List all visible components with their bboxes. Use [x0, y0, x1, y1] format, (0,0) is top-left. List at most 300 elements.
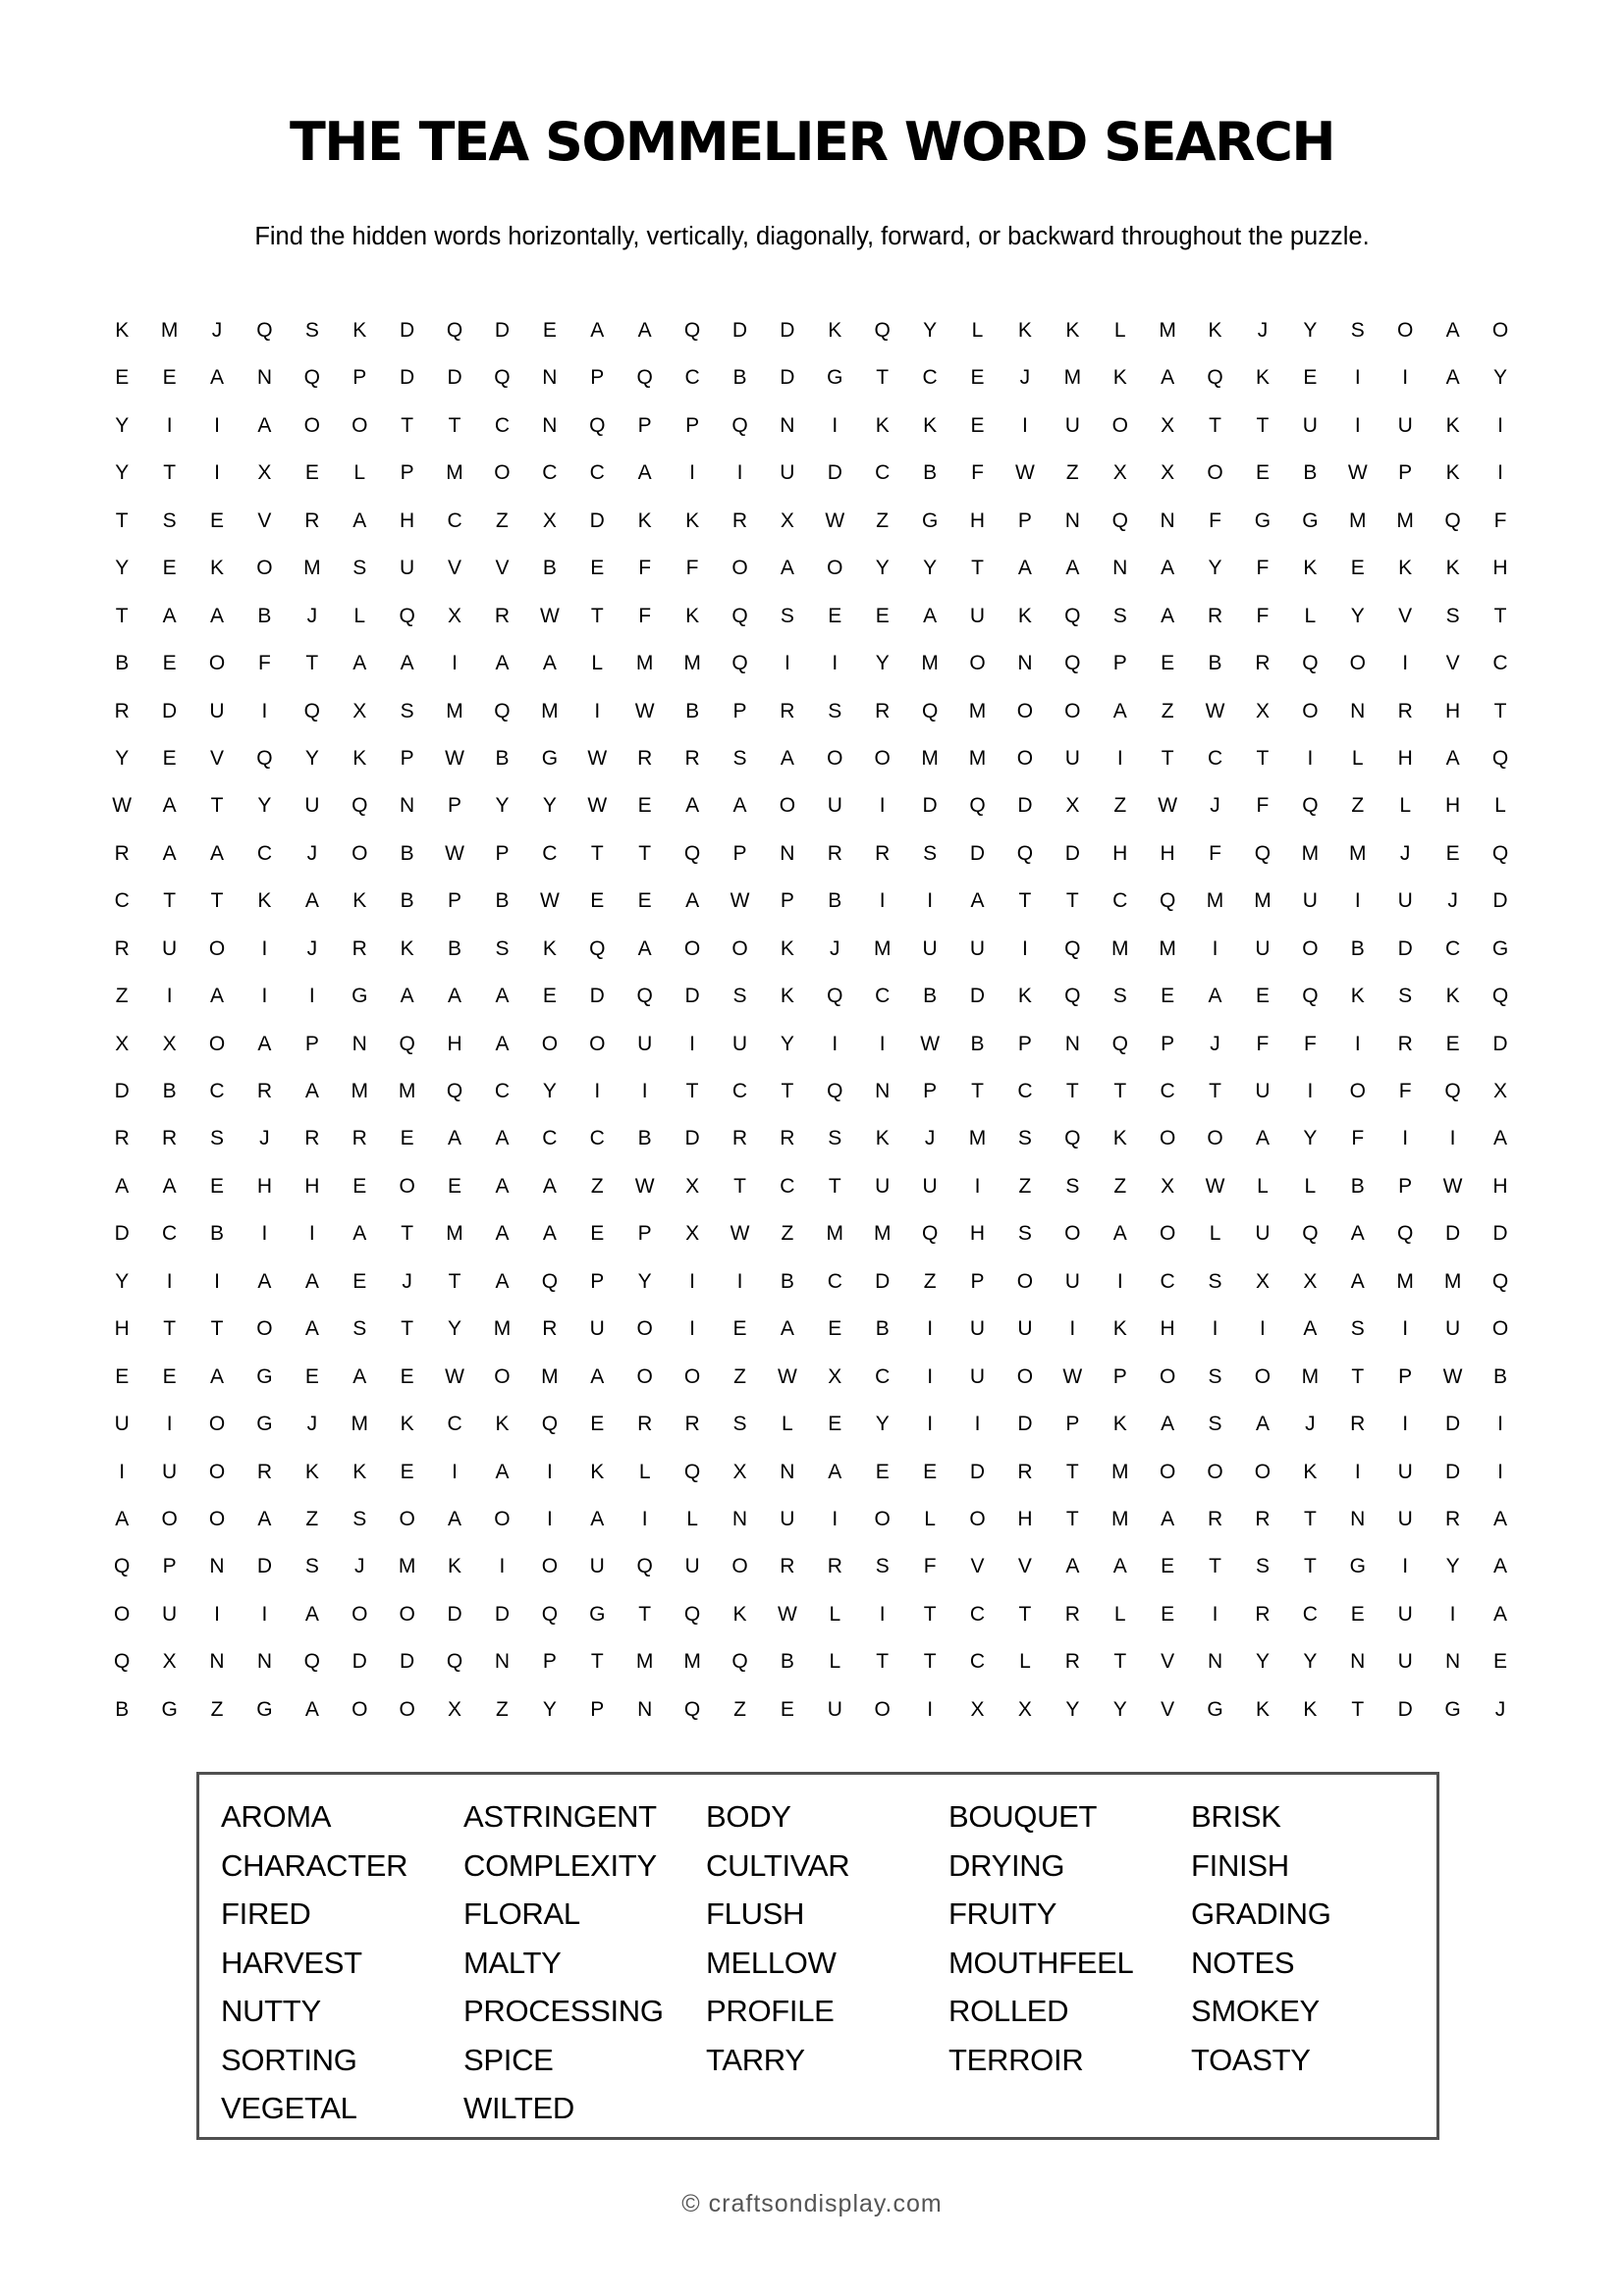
- grid-letter[interactable]: M: [873, 1222, 892, 1246]
- grid-letter[interactable]: E: [732, 1317, 747, 1341]
- grid-letter[interactable]: O: [352, 413, 368, 437]
- grid-letter[interactable]: I: [594, 699, 601, 722]
- grid-letter[interactable]: U: [400, 557, 415, 580]
- grid-letter[interactable]: W: [539, 889, 560, 913]
- grid-letter[interactable]: R: [494, 604, 511, 627]
- grid-letter[interactable]: K: [210, 557, 225, 580]
- grid-letter[interactable]: T: [1209, 413, 1221, 437]
- grid-letter[interactable]: Q: [1064, 652, 1081, 675]
- grid-letter[interactable]: M: [635, 1650, 654, 1674]
- grid-letter[interactable]: B: [923, 461, 938, 485]
- grid-letter[interactable]: G: [827, 366, 843, 390]
- grid-letter[interactable]: I: [1497, 1413, 1503, 1436]
- grid-letter[interactable]: J: [353, 1555, 365, 1578]
- grid-letter[interactable]: A: [923, 604, 938, 627]
- grid-letter[interactable]: R: [875, 699, 891, 722]
- grid-letter[interactable]: T: [1256, 413, 1270, 437]
- grid-letter[interactable]: B: [400, 889, 414, 913]
- grid-letter[interactable]: O: [1491, 319, 1509, 342]
- grid-letter[interactable]: S: [1398, 985, 1413, 1008]
- grid-letter[interactable]: B: [495, 746, 510, 770]
- grid-letter[interactable]: M: [1110, 1507, 1129, 1530]
- grid-letter[interactable]: R: [684, 746, 700, 770]
- grid-letter[interactable]: N: [875, 1080, 891, 1102]
- grid-letter[interactable]: K: [1255, 1697, 1270, 1721]
- grid-letter[interactable]: P: [1112, 1364, 1127, 1388]
- grid-letter[interactable]: K: [400, 936, 414, 960]
- grid-letter[interactable]: Y: [495, 794, 510, 818]
- grid-letter[interactable]: Z: [781, 1222, 794, 1246]
- grid-letter[interactable]: T: [163, 889, 177, 913]
- grid-letter[interactable]: N: [1064, 1032, 1080, 1055]
- grid-letter[interactable]: B: [162, 1080, 177, 1102]
- grid-letter[interactable]: U: [1302, 413, 1318, 437]
- grid-letter[interactable]: A: [590, 319, 605, 342]
- grid-letter[interactable]: G: [256, 1413, 273, 1436]
- grid-letter[interactable]: B: [732, 366, 747, 390]
- grid-letter[interactable]: A: [162, 841, 177, 865]
- grid-letter[interactable]: M: [541, 1364, 559, 1388]
- grid-letter[interactable]: F: [1209, 508, 1221, 532]
- grid-letter[interactable]: Z: [733, 1364, 746, 1388]
- grid-letter[interactable]: A: [637, 319, 652, 342]
- grid-letter[interactable]: D: [114, 1080, 130, 1102]
- grid-letter[interactable]: I: [927, 1413, 934, 1436]
- grid-letter[interactable]: B: [970, 1032, 985, 1055]
- grid-letter[interactable]: L: [1351, 746, 1364, 770]
- grid-letter[interactable]: P: [1398, 461, 1413, 485]
- grid-letter[interactable]: T: [1018, 1602, 1032, 1626]
- grid-letter[interactable]: S: [304, 319, 319, 342]
- grid-letter[interactable]: G: [352, 985, 368, 1008]
- grid-letter[interactable]: P: [448, 794, 462, 818]
- grid-letter[interactable]: B: [875, 1317, 890, 1341]
- grid-letter[interactable]: R: [256, 1460, 272, 1483]
- grid-letter[interactable]: B: [780, 1269, 794, 1293]
- grid-letter[interactable]: N: [542, 413, 558, 437]
- grid-letter[interactable]: T: [401, 413, 414, 437]
- grid-letter[interactable]: O: [541, 1555, 559, 1578]
- grid-letter[interactable]: O: [303, 413, 320, 437]
- grid-letter[interactable]: T: [1065, 1080, 1079, 1102]
- grid-letter[interactable]: S: [352, 1317, 367, 1341]
- grid-letter[interactable]: K: [352, 319, 367, 342]
- grid-letter[interactable]: B: [542, 557, 557, 580]
- grid-letter[interactable]: E: [1445, 841, 1460, 865]
- grid-letter[interactable]: V: [1445, 652, 1460, 675]
- grid-letter[interactable]: E: [923, 1460, 938, 1483]
- grid-letter[interactable]: S: [732, 746, 747, 770]
- grid-letter[interactable]: O: [969, 1507, 986, 1530]
- grid-letter[interactable]: W: [1062, 1364, 1083, 1388]
- grid-letter[interactable]: I: [1354, 889, 1361, 913]
- grid-letter[interactable]: J: [259, 1127, 270, 1150]
- grid-letter[interactable]: M: [683, 1650, 701, 1674]
- grid-letter[interactable]: S: [875, 1555, 890, 1578]
- grid-letter[interactable]: X: [685, 1174, 700, 1198]
- grid-letter[interactable]: A: [1492, 1127, 1507, 1150]
- grid-letter[interactable]: S: [1445, 604, 1460, 627]
- grid-letter[interactable]: B: [780, 1650, 794, 1674]
- grid-letter[interactable]: M: [446, 699, 463, 722]
- grid-letter[interactable]: B: [1208, 652, 1222, 675]
- grid-letter[interactable]: A: [495, 1269, 510, 1293]
- grid-letter[interactable]: B: [1350, 1174, 1365, 1198]
- grid-letter[interactable]: M: [398, 1080, 416, 1102]
- grid-letter[interactable]: Y: [1445, 1555, 1460, 1578]
- grid-letter[interactable]: I: [1116, 1269, 1123, 1293]
- grid-letter[interactable]: N: [1017, 652, 1033, 675]
- grid-letter[interactable]: Q: [827, 985, 843, 1008]
- grid-letter[interactable]: C: [1302, 1602, 1318, 1626]
- grid-letter[interactable]: D: [1444, 1460, 1461, 1483]
- grid-letter[interactable]: R: [1350, 1413, 1366, 1436]
- grid-letter[interactable]: D: [114, 1222, 130, 1246]
- grid-letter[interactable]: O: [494, 1507, 511, 1530]
- grid-letter[interactable]: A: [304, 1697, 319, 1721]
- grid-letter[interactable]: R: [1017, 1460, 1033, 1483]
- grid-letter[interactable]: A: [1303, 1317, 1318, 1341]
- grid-letter[interactable]: A: [732, 794, 747, 818]
- grid-letter[interactable]: O: [1159, 1364, 1176, 1388]
- grid-letter[interactable]: Q: [114, 1555, 131, 1578]
- grid-letter[interactable]: O: [827, 746, 843, 770]
- grid-letter[interactable]: Q: [399, 1032, 415, 1055]
- grid-letter[interactable]: T: [1065, 1507, 1079, 1530]
- grid-letter[interactable]: I: [1449, 1127, 1456, 1150]
- grid-letter[interactable]: P: [590, 1697, 605, 1721]
- grid-letter[interactable]: C: [875, 985, 891, 1008]
- grid-letter[interactable]: C: [875, 1364, 891, 1388]
- grid-letter[interactable]: I: [641, 1507, 648, 1530]
- grid-letter[interactable]: Q: [969, 794, 986, 818]
- grid-letter[interactable]: A: [1017, 557, 1032, 580]
- grid-letter[interactable]: T: [971, 1080, 984, 1102]
- grid-letter[interactable]: K: [495, 1413, 510, 1436]
- grid-letter[interactable]: Q: [683, 1602, 701, 1626]
- grid-letter[interactable]: M: [921, 652, 939, 675]
- grid-letter[interactable]: I: [214, 1602, 220, 1626]
- grid-letter[interactable]: A: [1492, 1507, 1507, 1530]
- grid-letter[interactable]: O: [161, 1507, 178, 1530]
- grid-letter[interactable]: M: [1349, 508, 1367, 532]
- grid-letter[interactable]: T: [448, 1269, 461, 1293]
- grid-letter[interactable]: I: [261, 1602, 268, 1626]
- grid-letter[interactable]: R: [780, 1555, 795, 1578]
- grid-letter[interactable]: T: [923, 1650, 937, 1674]
- grid-letter[interactable]: G: [1491, 936, 1509, 960]
- grid-letter[interactable]: A: [1112, 1555, 1127, 1578]
- grid-letter[interactable]: T: [1493, 699, 1507, 722]
- grid-letter[interactable]: U: [780, 461, 795, 485]
- grid-letter[interactable]: Q: [683, 1697, 701, 1721]
- grid-letter[interactable]: N: [542, 366, 558, 390]
- grid-letter[interactable]: R: [1064, 1650, 1080, 1674]
- grid-letter[interactable]: X: [1017, 1697, 1032, 1721]
- grid-letter[interactable]: E: [828, 604, 842, 627]
- grid-letter[interactable]: S: [1208, 1269, 1222, 1293]
- grid-letter[interactable]: C: [494, 413, 511, 437]
- grid-letter[interactable]: D: [1397, 1697, 1413, 1721]
- grid-letter[interactable]: Q: [1064, 985, 1081, 1008]
- grid-letter[interactable]: J: [306, 604, 318, 627]
- grid-letter[interactable]: E: [637, 889, 652, 913]
- grid-letter[interactable]: X: [1161, 1174, 1175, 1198]
- grid-letter[interactable]: N: [400, 794, 415, 818]
- grid-letter[interactable]: A: [970, 889, 985, 913]
- grid-letter[interactable]: K: [352, 889, 367, 913]
- grid-letter[interactable]: S: [923, 841, 938, 865]
- grid-letter[interactable]: O: [1064, 1222, 1081, 1246]
- grid-letter[interactable]: W: [1442, 1364, 1463, 1388]
- grid-letter[interactable]: I: [927, 1364, 934, 1388]
- grid-letter[interactable]: R: [256, 1080, 272, 1102]
- grid-letter[interactable]: A: [590, 1364, 605, 1388]
- grid-letter[interactable]: A: [1161, 366, 1175, 390]
- grid-letter[interactable]: A: [1065, 557, 1080, 580]
- grid-letter[interactable]: H: [1160, 1317, 1175, 1341]
- grid-letter[interactable]: K: [1017, 319, 1032, 342]
- grid-letter[interactable]: A: [304, 1602, 319, 1626]
- grid-letter[interactable]: X: [1303, 1269, 1318, 1293]
- grid-letter[interactable]: W: [587, 794, 608, 818]
- grid-letter[interactable]: J: [306, 841, 318, 865]
- grid-letter[interactable]: I: [166, 413, 173, 437]
- grid-letter[interactable]: O: [1016, 699, 1034, 722]
- grid-letter[interactable]: A: [304, 1269, 319, 1293]
- grid-letter[interactable]: A: [162, 604, 177, 627]
- grid-letter[interactable]: W: [112, 794, 133, 818]
- grid-letter[interactable]: I: [1212, 1317, 1218, 1341]
- grid-letter[interactable]: W: [539, 604, 560, 627]
- grid-letter[interactable]: E: [400, 1127, 414, 1150]
- grid-letter[interactable]: O: [874, 1507, 891, 1530]
- grid-letter[interactable]: M: [1349, 841, 1367, 865]
- grid-letter[interactable]: J: [830, 936, 840, 960]
- grid-letter[interactable]: P: [590, 1269, 605, 1293]
- grid-letter[interactable]: T: [1113, 1650, 1127, 1674]
- grid-letter[interactable]: N: [780, 841, 795, 865]
- grid-letter[interactable]: P: [732, 699, 747, 722]
- grid-letter[interactable]: Q: [1254, 841, 1272, 865]
- grid-letter[interactable]: M: [921, 746, 939, 770]
- grid-letter[interactable]: L: [829, 1650, 841, 1674]
- grid-letter[interactable]: R: [542, 1317, 558, 1341]
- grid-letter[interactable]: P: [400, 746, 414, 770]
- grid-letter[interactable]: J: [1210, 794, 1220, 818]
- grid-letter[interactable]: R: [637, 1413, 653, 1436]
- grid-letter[interactable]: M: [446, 1222, 463, 1246]
- grid-letter[interactable]: H: [969, 1222, 986, 1246]
- grid-letter[interactable]: O: [1207, 1460, 1223, 1483]
- grid-letter[interactable]: T: [210, 889, 224, 913]
- grid-letter[interactable]: M: [1159, 319, 1176, 342]
- grid-letter[interactable]: P: [970, 1269, 985, 1293]
- grid-letter[interactable]: N: [1350, 1507, 1366, 1530]
- grid-letter[interactable]: C: [1017, 1080, 1033, 1102]
- grid-letter[interactable]: S: [1112, 985, 1127, 1008]
- grid-letter[interactable]: A: [542, 1222, 557, 1246]
- grid-letter[interactable]: B: [1350, 936, 1365, 960]
- grid-letter[interactable]: O: [399, 1507, 415, 1530]
- grid-letter[interactable]: Y: [875, 1413, 890, 1436]
- grid-letter[interactable]: O: [1207, 461, 1223, 485]
- grid-letter[interactable]: I: [832, 413, 839, 437]
- grid-letter[interactable]: Y: [448, 1317, 462, 1341]
- grid-letter[interactable]: O: [683, 1364, 701, 1388]
- grid-letter[interactable]: E: [1445, 1032, 1460, 1055]
- grid-letter[interactable]: M: [1396, 508, 1414, 532]
- grid-letter[interactable]: U: [1255, 1222, 1271, 1246]
- grid-letter[interactable]: O: [494, 1364, 511, 1388]
- grid-letter[interactable]: Z: [210, 1697, 224, 1721]
- grid-letter[interactable]: A: [162, 1174, 177, 1198]
- grid-letter[interactable]: A: [1350, 1269, 1365, 1293]
- grid-letter[interactable]: D: [1444, 1222, 1461, 1246]
- grid-letter[interactable]: R: [114, 1127, 130, 1150]
- grid-letter[interactable]: P: [1065, 1413, 1080, 1436]
- grid-letter[interactable]: M: [1110, 936, 1129, 960]
- grid-letter[interactable]: K: [1112, 1127, 1127, 1150]
- grid-letter[interactable]: E: [1492, 1650, 1507, 1674]
- grid-letter[interactable]: N: [256, 1650, 272, 1674]
- grid-letter[interactable]: A: [115, 1507, 130, 1530]
- grid-letter[interactable]: Q: [731, 652, 748, 675]
- grid-letter[interactable]: J: [1305, 1413, 1316, 1436]
- grid-letter[interactable]: M: [398, 1555, 416, 1578]
- grid-letter[interactable]: A: [495, 1222, 510, 1246]
- grid-letter[interactable]: E: [210, 508, 225, 532]
- grid-letter[interactable]: L: [1304, 1174, 1317, 1198]
- grid-letter[interactable]: T: [1351, 1697, 1365, 1721]
- grid-letter[interactable]: U: [1255, 1080, 1271, 1102]
- grid-letter[interactable]: A: [780, 1317, 794, 1341]
- grid-letter[interactable]: I: [452, 1460, 458, 1483]
- grid-letter[interactable]: I: [1402, 1555, 1409, 1578]
- grid-letter[interactable]: Q: [683, 1460, 701, 1483]
- grid-letter[interactable]: K: [1303, 1460, 1318, 1483]
- grid-letter[interactable]: Q: [494, 366, 511, 390]
- grid-letter[interactable]: Y: [1492, 366, 1507, 390]
- grid-letter[interactable]: Y: [1208, 557, 1222, 580]
- grid-letter[interactable]: Y: [1112, 1697, 1127, 1721]
- grid-letter[interactable]: P: [1398, 1364, 1413, 1388]
- grid-letter[interactable]: R: [780, 699, 795, 722]
- grid-letter[interactable]: M: [351, 1080, 368, 1102]
- grid-letter[interactable]: Q: [731, 413, 748, 437]
- grid-letter[interactable]: D: [494, 1602, 511, 1626]
- grid-letter[interactable]: X: [1492, 1080, 1507, 1102]
- grid-letter[interactable]: M: [873, 936, 892, 960]
- grid-letter[interactable]: K: [780, 985, 794, 1008]
- grid-letter[interactable]: L: [782, 1413, 793, 1436]
- grid-letter[interactable]: K: [1445, 413, 1460, 437]
- grid-letter[interactable]: O: [969, 652, 986, 675]
- grid-letter[interactable]: D: [969, 841, 986, 865]
- grid-letter[interactable]: U: [969, 1364, 986, 1388]
- grid-letter[interactable]: A: [304, 889, 319, 913]
- grid-letter[interactable]: T: [1256, 746, 1270, 770]
- grid-letter[interactable]: Q: [589, 413, 606, 437]
- grid-letter[interactable]: X: [780, 508, 794, 532]
- grid-letter[interactable]: A: [1065, 1555, 1080, 1578]
- grid-letter[interactable]: N: [1207, 1650, 1223, 1674]
- grid-letter[interactable]: J: [1210, 1032, 1220, 1055]
- grid-letter[interactable]: K: [732, 1602, 747, 1626]
- grid-letter[interactable]: U: [637, 1032, 653, 1055]
- grid-letter[interactable]: C: [731, 1080, 748, 1102]
- grid-letter[interactable]: K: [590, 1460, 605, 1483]
- grid-letter[interactable]: I: [1402, 652, 1409, 675]
- grid-letter[interactable]: Q: [1444, 1080, 1461, 1102]
- grid-letter[interactable]: J: [1257, 319, 1269, 342]
- grid-letter[interactable]: R: [1397, 1032, 1413, 1055]
- grid-letter[interactable]: I: [214, 461, 220, 485]
- grid-letter[interactable]: I: [879, 889, 886, 913]
- grid-letter[interactable]: E: [970, 366, 985, 390]
- grid-letter[interactable]: P: [1398, 1174, 1413, 1198]
- grid-letter[interactable]: I: [1497, 413, 1503, 437]
- grid-letter[interactable]: I: [736, 1269, 743, 1293]
- grid-letter[interactable]: O: [1397, 319, 1414, 342]
- grid-letter[interactable]: Q: [256, 319, 273, 342]
- grid-letter[interactable]: E: [590, 1222, 605, 1246]
- grid-letter[interactable]: I: [308, 985, 315, 1008]
- grid-letter[interactable]: O: [827, 557, 843, 580]
- grid-letter[interactable]: T: [590, 604, 604, 627]
- grid-letter[interactable]: N: [256, 366, 272, 390]
- grid-letter[interactable]: W: [777, 1364, 797, 1388]
- grid-letter[interactable]: U: [827, 794, 842, 818]
- grid-letter[interactable]: K: [1445, 461, 1460, 485]
- grid-letter[interactable]: B: [448, 936, 462, 960]
- grid-letter[interactable]: O: [731, 936, 748, 960]
- grid-letter[interactable]: A: [780, 746, 794, 770]
- grid-letter[interactable]: G: [256, 1697, 273, 1721]
- grid-letter[interactable]: W: [1015, 461, 1035, 485]
- grid-letter[interactable]: Y: [115, 557, 130, 580]
- grid-letter[interactable]: K: [448, 1555, 462, 1578]
- grid-letter[interactable]: P: [732, 841, 747, 865]
- grid-letter[interactable]: A: [162, 794, 177, 818]
- grid-letter[interactable]: R: [637, 746, 653, 770]
- grid-letter[interactable]: L: [924, 1507, 936, 1530]
- grid-letter[interactable]: Z: [876, 508, 890, 532]
- grid-letter[interactable]: E: [210, 1174, 225, 1198]
- grid-letter[interactable]: O: [208, 936, 226, 960]
- grid-letter[interactable]: I: [119, 1460, 126, 1483]
- grid-letter[interactable]: I: [1402, 1413, 1409, 1436]
- grid-letter[interactable]: K: [352, 1460, 367, 1483]
- grid-letter[interactable]: Q: [494, 699, 511, 722]
- grid-letter[interactable]: A: [257, 1032, 272, 1055]
- grid-letter[interactable]: E: [304, 1364, 319, 1388]
- grid-letter[interactable]: G: [921, 508, 939, 532]
- grid-letter[interactable]: I: [546, 1507, 553, 1530]
- grid-letter[interactable]: E: [1161, 1602, 1175, 1626]
- grid-letter[interactable]: I: [832, 1507, 839, 1530]
- grid-letter[interactable]: I: [214, 1269, 220, 1293]
- grid-letter[interactable]: E: [1161, 1555, 1175, 1578]
- grid-letter[interactable]: K: [257, 889, 272, 913]
- grid-letter[interactable]: S: [828, 699, 842, 722]
- grid-letter[interactable]: F: [923, 1555, 937, 1578]
- grid-letter[interactable]: H: [114, 1317, 130, 1341]
- grid-letter[interactable]: C: [256, 841, 272, 865]
- grid-letter[interactable]: C: [589, 461, 605, 485]
- grid-letter[interactable]: Y: [1303, 319, 1318, 342]
- grid-letter[interactable]: E: [1161, 985, 1175, 1008]
